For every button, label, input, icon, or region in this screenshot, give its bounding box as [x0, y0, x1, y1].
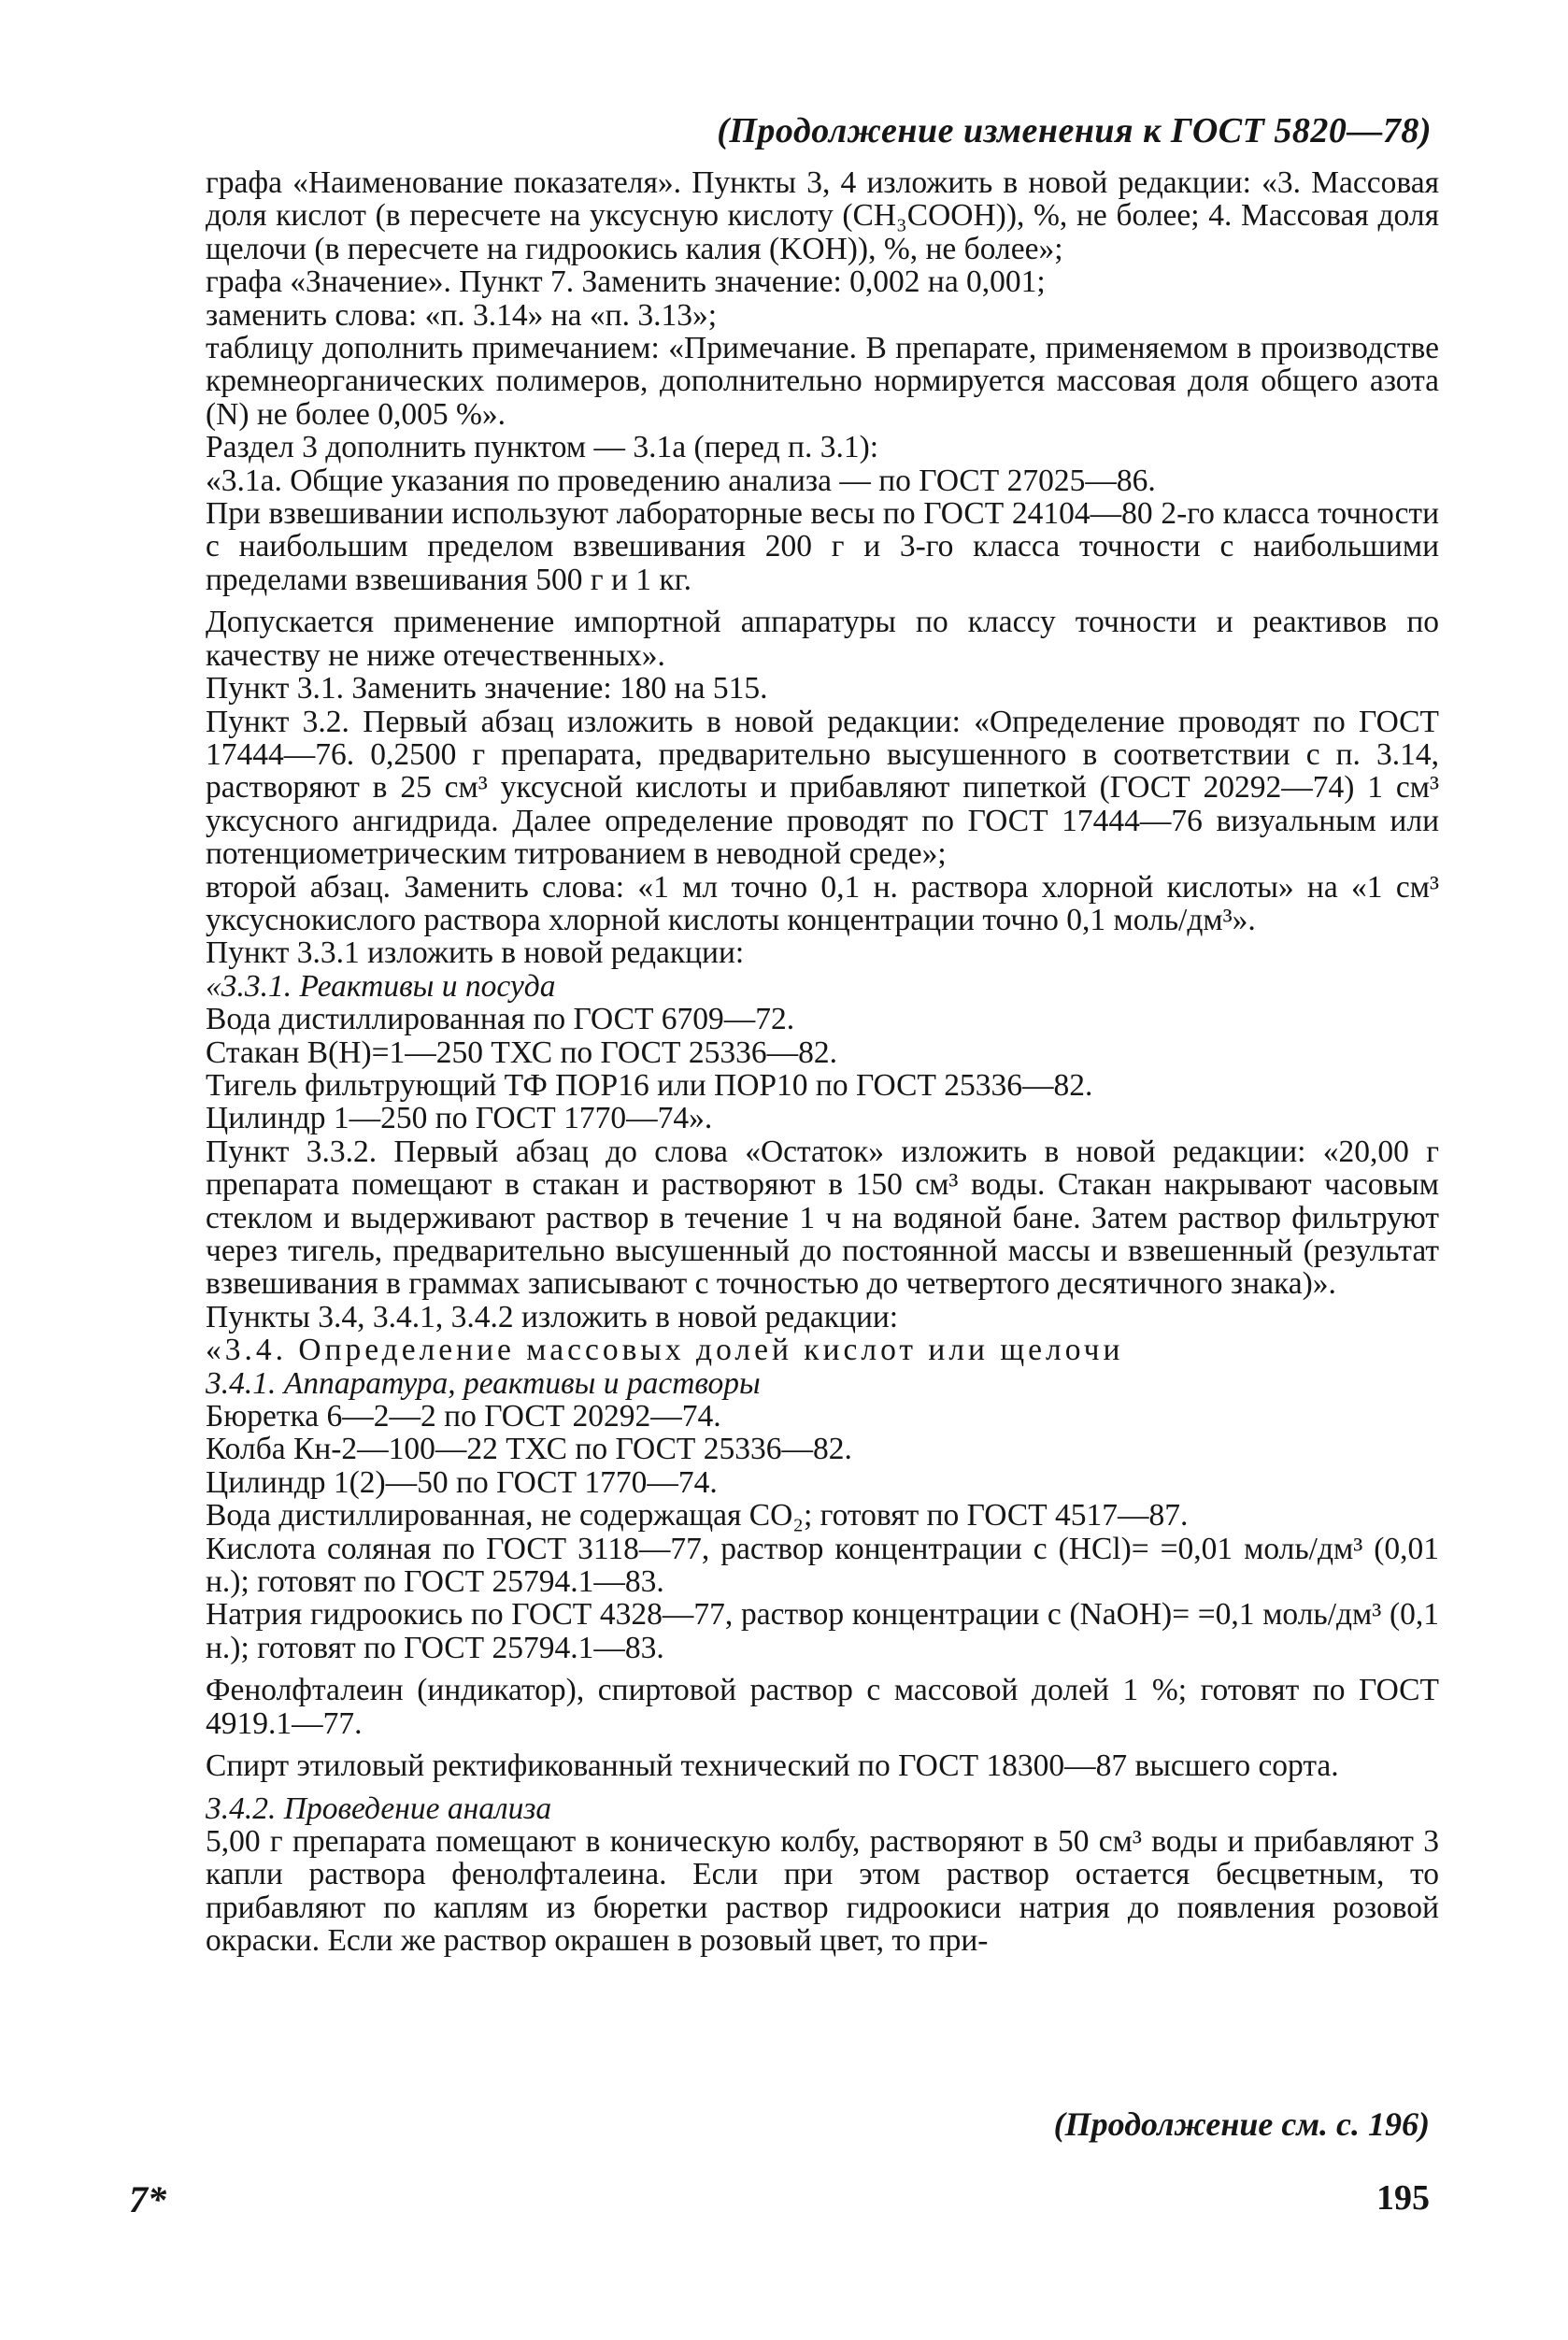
paragraph-18: Пункт 3.3.2. Первый абзац до слова «Остаток» изложить в новой редакции: «20,00 г препарата помещают в стакан и растворяют в 150 см³ воды. Стакан накрывают часовым стеклом и выдерживают раствор в течение 1 ч на водяной бане. Затем раствор фильтруют через тигель, предварительно высушенный до постоянной массы и взвешенный (результат взвешивания в граммах записывают с точностью до четвертого десятичного знака)».	[206, 1134, 1439, 1302]
paragraph-8: Допускается применение импортной аппаратуры по классу точности и реактивов по качеству не ниже отечественных».	[206, 605, 1439, 673]
page-number: 195	[1376, 2178, 1430, 2218]
paragraph-25: Вода дистиллированная, не содержащая CO₂; готовят по ГОСТ 4517—87.	[206, 1498, 1189, 1534]
paragraph-24: Цилиндр 1(2)—50 по ГОСТ 1770—74.	[206, 1464, 718, 1500]
paragraph-15: Стакан В(Н)=1—250 ТХС по ГОСТ 25336—82.	[206, 1034, 837, 1070]
paragraph-12: Пункт 3.3.1 изложить в новой редакции:	[206, 935, 745, 971]
paragraph-26: Кислота соляная по ГОСТ 3118—77, раствор концентрации c (HCl)= =0,01 моль/дм³ (0,01 н.); готовят по ГОСТ 25794.1—83.	[206, 1531, 1439, 1600]
paragraph-4: таблицу дополнить примечанием: «Примечание. В препарате, применяемом в производстве кремнеорганических полимеров, дополнительно нормируется массовая доля общего азота (N) не более 0,005 %».	[206, 331, 1439, 432]
paragraph-2: графа «Значение». Пункт 7. Заменить значение: 0,002 на 0,001;	[206, 264, 1046, 300]
paragraph-7: При взвешивании используют лабораторные весы по ГОСТ 24104—80 2-го класса точности с наибольшим пределом взвешивания 200 г и 3-го класса точности с наибольшими пределами взвешивания 500 г и 1 кг.	[206, 496, 1439, 597]
footer-continuation: (Продолжение см. с. 196)	[1053, 2105, 1430, 2143]
subheading-procedure: 3.4.2. Проведение анализа	[206, 1791, 552, 1826]
paragraph-22: Бюретка 6—2—2 по ГОСТ 20292—74.	[206, 1399, 721, 1434]
paragraph-1: графа «Наименование показателя». Пункты 3, 4 изложить в новой редакции: «3. Массовая доля кислот (в пересчете на уксусную кислоту (CH₃COOH)), %, не более; 4. Массовая доля щелочи (в пересчете на гидроокись калия (KOH)), %, не более»;	[206, 165, 1439, 266]
subheading-apparatus: 3.4.1. Аппаратура, реактивы и растворы	[206, 1365, 761, 1401]
paragraph-6: «3.1а. Общие указания по проведению анализа — по ГОСТ 27025—86.	[206, 463, 1156, 498]
paragraph-27: Натрия гидроокись по ГОСТ 4328—77, раствор концентрации c (NaOH)= =0,1 моль/дм³ (0,1 н.); готовят по ГОСТ 25794.1—83.	[206, 1597, 1439, 1665]
paragraph-9: Пункт 3.1. Заменить значение: 180 на 515.	[206, 671, 768, 706]
document-body	[206, 166, 1439, 1958]
subheading-acid-alkali: «3.4. Определение массовых долей кислот или щелочи	[206, 1333, 1124, 1368]
paragraph-3: заменить слова: «п. 3.14» на «п. 3.13»;	[206, 297, 718, 333]
paragraph-10: Пункт 3.2. Первый абзац изложить в новой редакции: «Определение проводят по ГОСТ 17444—76. 0,2500 г препарата, предварительно высушенного в соответствии с п. 3.14, растворяют в 25 см³ уксусной кислоты и прибавляют пипеткой (ГОСТ 20292—74) 1 см³ уксусного ангидрида. Далее определение проводят по ГОСТ 17444—76 визуальным или потенциометрическим титрованием в неводной среде»;	[206, 704, 1439, 872]
subheading-reagents: «3.3.1. Реактивы и посуда	[206, 968, 556, 1004]
header-continuation: (Продолжение изменения к ГОСТ 5820—78)	[717, 111, 1432, 150]
signature-mark: 7*	[129, 2178, 166, 2220]
paragraph-19: Пункты 3.4, 3.4.1, 3.4.2 изложить в новой редакции:	[206, 1299, 899, 1334]
paragraph-5: Раздел 3 дополнить пунктом — 3.1а (перед п. 3.1):	[206, 430, 879, 465]
paragraph-11: второй абзац. Заменить слова: «1 мл точно 0,1 н. раствора хлорной кислоты» на «1 см³ уксуснокислого раствора хлорной кислоты концентрации точно 0,1 моль/дм³».	[206, 869, 1439, 937]
paragraph-23: Колба Кн-2—100—22 ТХС по ГОСТ 25336—82.	[206, 1432, 852, 1467]
paragraph-16: Тигель фильтрующий ТФ ПОР16 или ПОР10 по ГОСТ 25336—82.	[206, 1067, 1093, 1103]
paragraph-28: Фенолфталеин (индикатор), спиртовой раствор с массовой долей 1 %; готовят по ГОСТ 4919.1—77.	[206, 1673, 1439, 1741]
paragraph-31: 5,00 г препарата помещают в коническую колбу, растворяют в 50 см³ воды и прибавляют 3 капли раствора фенолфталеина. Если при этом раствор остается бесцветным, то прибавляют по каплям из бюретки раствор гидроокиси натрия до появления розовой окраски. Если же раствор окрашен в розовый цвет, то при-	[206, 1823, 1439, 1959]
paragraph-29: Спирт этиловый ректификованный технический по ГОСТ 18300—87 высшего сорта.	[206, 1748, 1339, 1784]
paragraph-17: Цилиндр 1—250 по ГОСТ 1770—74».	[206, 1101, 713, 1136]
paragraph-14: Вода дистиллированная по ГОСТ 6709—72.	[206, 1002, 795, 1037]
